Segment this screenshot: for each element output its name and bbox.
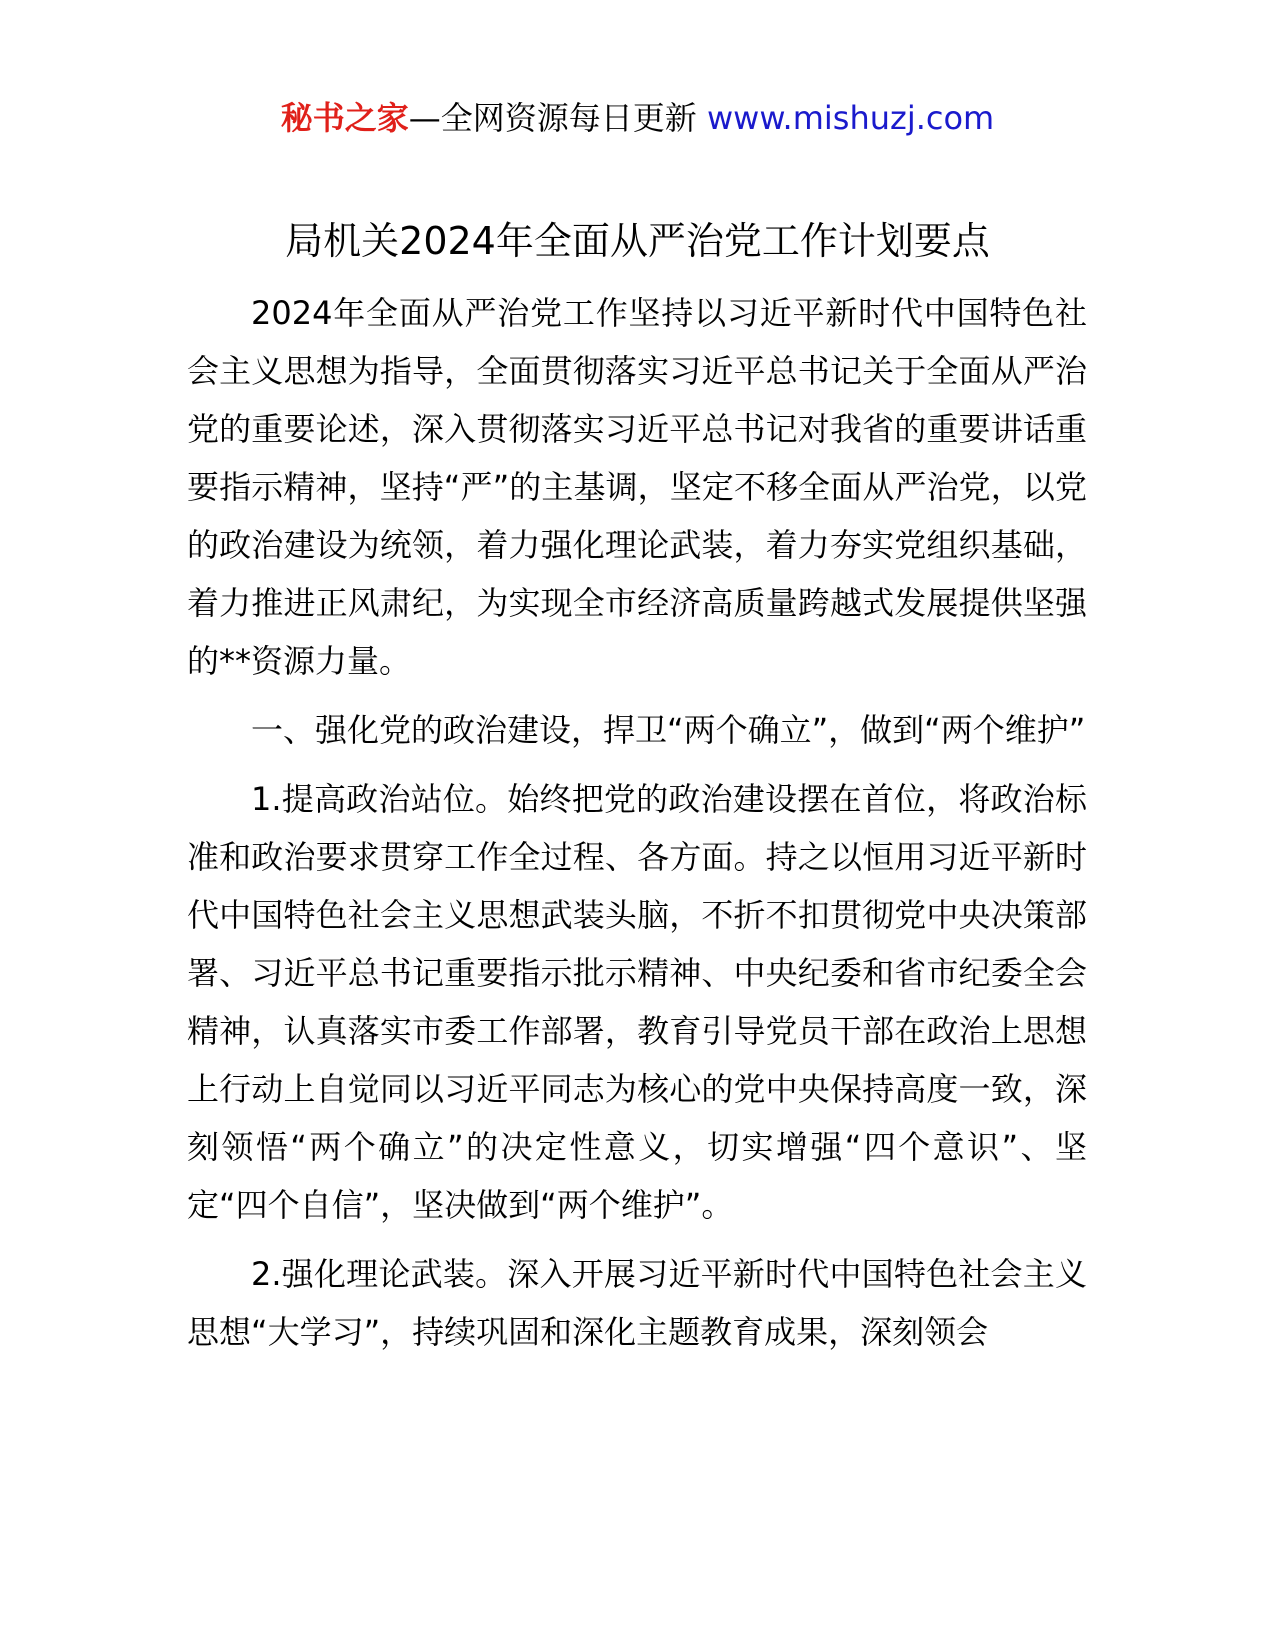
item-paragraph-1: 1.提高政治站位。始终把党的政治建设摆在首位，将政治标准和政治要求贯穿工作全过程、各方面。持之以恒用习近平新时代中国特色社会主义思想武装头脑，不折不扣贯彻党中央决策部署、习近平总书记重要指示批示精神、中央纪委和省市纪委全会精神，认真落实市委工作部署，教育引导党员干部在政治上思想上行动上自觉同以习近平同志为核心的党中央保持高度一致，深刻领悟“两个确立”的决定性意义，切实增强“四个意识”、坚定“四个自信”，坚决做到“两个维护”。	[187, 780, 1087, 1224]
section-heading-1: 一、强化党的政治建设，捍卫“两个确立”，做到“两个维护”	[251, 711, 1086, 749]
document-title: 局机关2024年全面从严治党工作计划要点	[285, 219, 990, 263]
header-tagline: —全网资源每日更新	[408, 99, 697, 137]
site-url-link[interactable]: www.mishuzj.com	[706, 99, 995, 137]
brand-name: 秘书之家	[280, 99, 409, 137]
intro-paragraph: 2024年全面从严治党工作坚持以习近平新时代中国特色社会主义思想为指导，全面贯彻落实习近平总书记关于全面从严治党的重要论述，深入贯彻落实习近平总书记对我省的重要讲话重要指示精神，坚持“严”的主基调，坚定不移全面从严治党，以党的政治建设为统领，着力强化理论武装，着力夯实党组织基础，着力推进正风肃纪，为实现全市经济高质量跨越式发展提供坚强的**资源力量。	[187, 294, 1087, 680]
page-header	[0, 96, 1275, 140]
document-body	[187, 284, 1087, 1372]
item-paragraph-2: 2.强化理论武装。深入开展习近平新时代中国特色社会主义思想“大学习”，持续巩固和深化主题教育成果，深刻领会	[187, 1255, 1087, 1351]
